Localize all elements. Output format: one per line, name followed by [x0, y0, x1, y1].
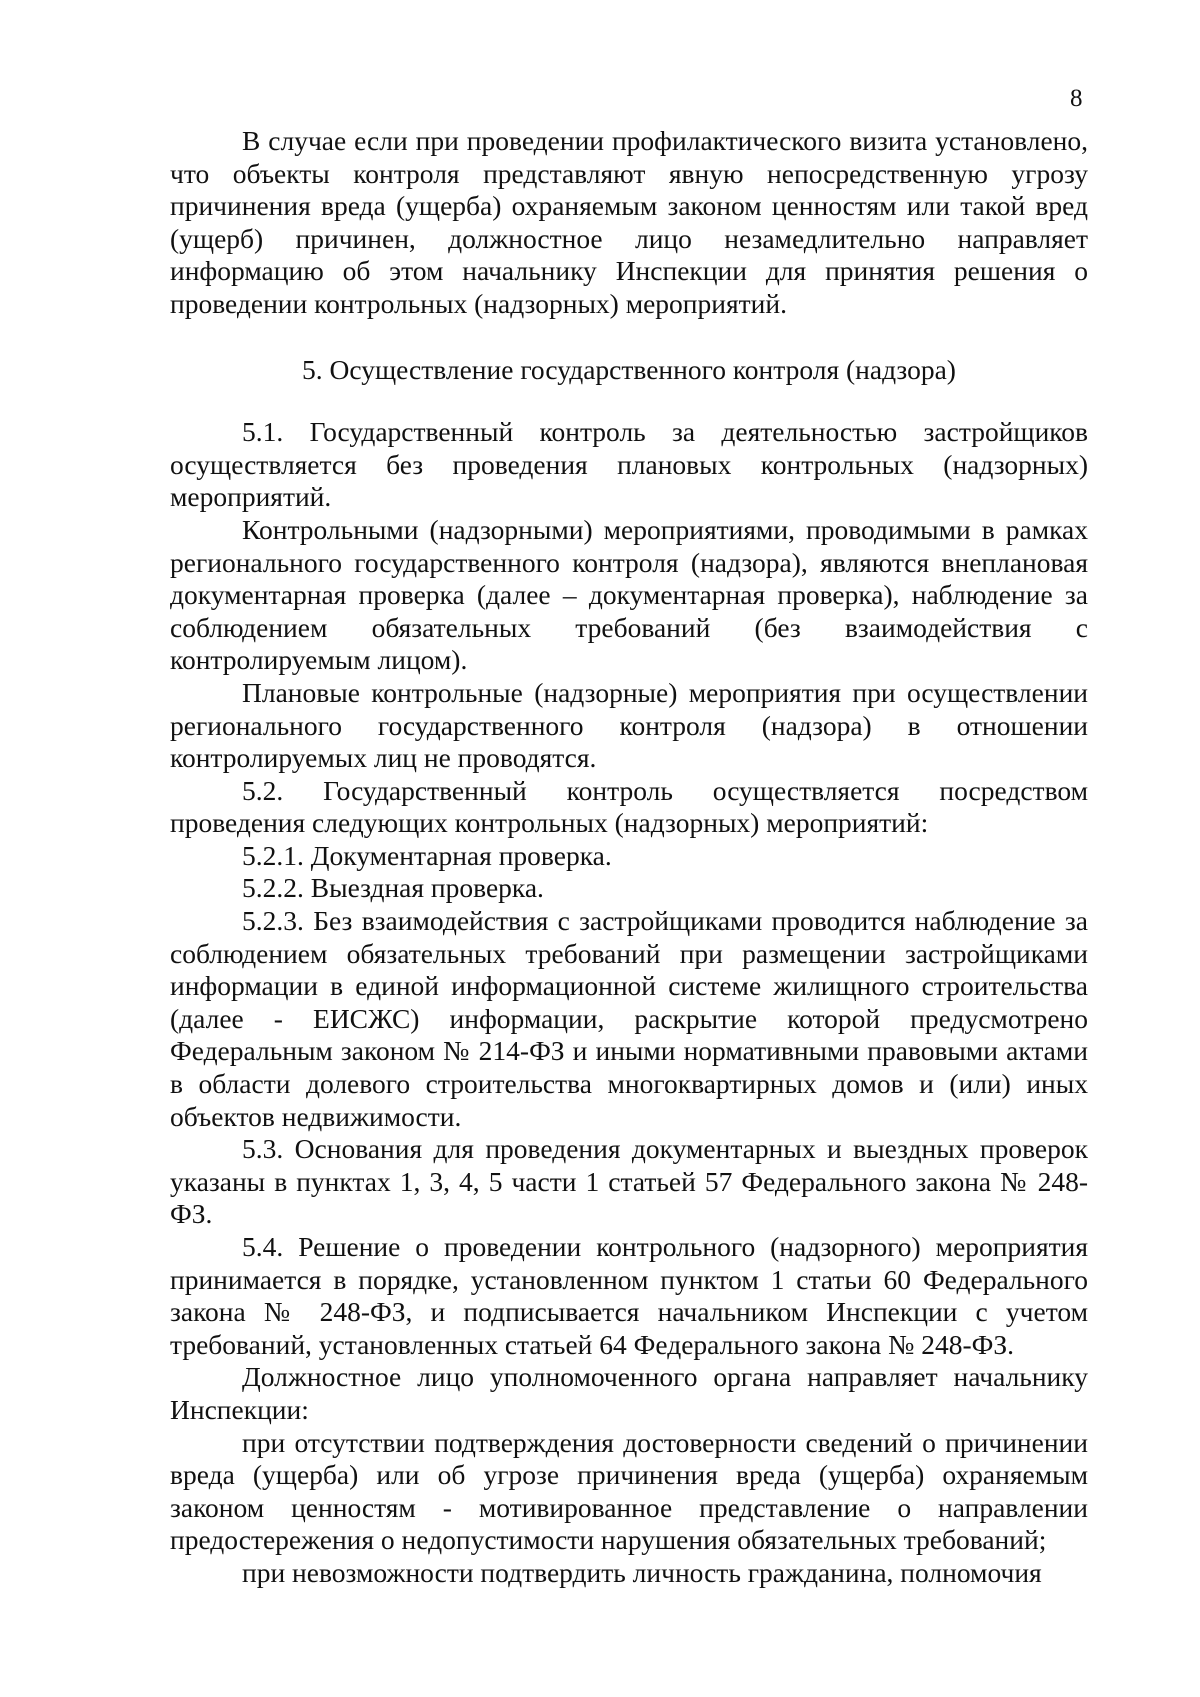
paragraph-5-2-3: 5.2.3. Без взаимодействия с застройщиками проводится наблюдение за соблюдением обязательных требований при размещении застройщиками информации в единой информационной системе жилищного строительства (далее - ЕИСЖС) информации, раскрытие которой предусмотрено Федеральным законом № 214-ФЗ и иными нормативными правовыми актами в области долевого строительства многоквартирных домов и (или) иных объектов недвижимости.	[170, 905, 1088, 1132]
section-heading: 5. Осуществление государственного контроля (надзора)	[302, 353, 956, 385]
page-number: 8	[1070, 85, 1083, 112]
paragraph-5-1: 5.1. Государственный контроль за деятельностью застройщиков осуществляется без проведения плановых контрольных (надзорных) мероприятий.	[170, 416, 1088, 513]
paragraph-planned-measures: Плановые контрольные (надзорные) мероприятия при осуществлении регионального государственного контроля (надзора) в отношении контролируемых лиц не проводятся.	[170, 676, 1088, 774]
paragraph-5-4: 5.4. Решение о проведении контрольного (надзорного) мероприятия принимается в порядке, установленном пунктом 1 статьи 60 Федерального закона № 248-ФЗ, и подписывается начальником Инспекции с учетом требований, установленных статьей 64 Федерального закона № 248-ФЗ.	[170, 1231, 1088, 1360]
paragraph-control-measures: Контрольными (надзорными) мероприятиями, проводимыми в рамках регионального государственного контроля (надзора), являются внеплановая документарная проверка (далее – документарная проверка), наблюдение за соблюдением обязательных требований (без взаимодействия с контролируемым лицом).	[170, 513, 1088, 676]
paragraph-5-2: 5.2. Государственный контроль осуществляется посредством проведения следующих контрольных (надзорных) мероприятий:	[170, 774, 1088, 839]
intro-paragraph: В случае если при проведении профилактического визита установлено, что объекты контроля представляют явную непосредственную угрозу причинения вреда (ущерба) охраняемым законом ценностям или такой вред (ущерб) причинен, должностное лицо незамедлительно направляет информацию об этом начальнику Инспекции для принятия решения о проведении контрольных (надзорных) мероприятий.	[170, 125, 1088, 319]
paragraph-identity-impossible: при невозможности подтвердить личность гражданина, полномочия	[242, 1556, 1042, 1588]
paragraph-no-confirmation: при отсутствии подтверждения достоверности сведений о причинении вреда (ущерба) или об угрозе причинения вреда (ущерба) охраняемым законом ценностям - мотивированное представление о направлении предостережения о недопустимости нарушения обязательных требований;	[170, 1426, 1088, 1556]
paragraph-official-directs: Должностное лицо уполномоченного органа направляет начальнику Инспекции:	[170, 1361, 1088, 1425]
paragraph-5-3: 5.3. Основания для проведения документарных и выездных проверок указаны в пунктах 1, 3, 4, 5 части 1 статьей 57 Федерального закона № 248-ФЗ.	[170, 1133, 1088, 1230]
paragraph-5-2-2: 5.2.2. Выездная проверка.	[242, 872, 544, 904]
document-body	[170, 125, 1088, 1590]
paragraph-5-2-1: 5.2.1. Документарная проверка.	[242, 839, 612, 871]
